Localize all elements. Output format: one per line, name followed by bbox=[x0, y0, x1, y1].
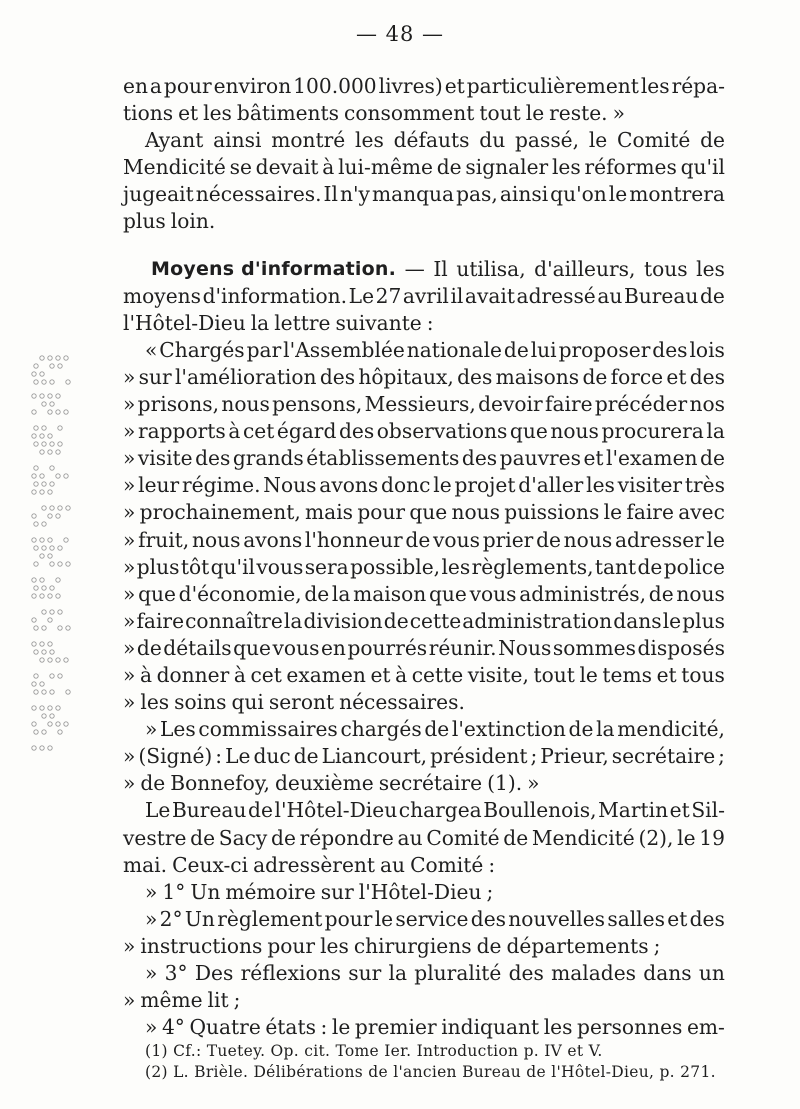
footnote-1: (1) Cf.: Tuetey. Op. cit. Tome Ier. Introduction p. IV et V. bbox=[145, 1042, 603, 1060]
perforation-stamp bbox=[30, 350, 72, 760]
text-line: jugeait nécessaires. Il n'y manqua pas, ainsi qu'on le montrera bbox=[123, 182, 725, 207]
text-line: » que d'économie, de la maison que vous administrés, de nous bbox=[123, 581, 725, 606]
text-line: » sur l'amélioration des hôpitaux, des maisons de force et des bbox=[123, 364, 725, 389]
perforation-stamp-image bbox=[30, 350, 72, 760]
text-line: » même lit ; bbox=[123, 988, 241, 1013]
text-line: » visite des grands établissements des pauvres et l'examen de bbox=[123, 446, 725, 471]
text-line: » 2° Un règlement pour le service des nouvelles salles et des bbox=[145, 906, 725, 931]
text-line: » prisons, nous pensons, Messieurs, devoir faire précéder nos bbox=[123, 392, 725, 417]
text-line: Le Bureau de l'Hôtel-Dieu chargea Boullenois, Martin et Sil- bbox=[145, 798, 725, 823]
footnote-2: (2) L. Brièle. Délibérations de l'ancien Bureau de l'Hôtel-Dieu, p. 271. bbox=[145, 1063, 716, 1081]
body-text bbox=[123, 73, 725, 1041]
section-heading: Moyens d'information. bbox=[151, 257, 397, 280]
page-number: — 48 — bbox=[355, 22, 445, 46]
text-line: » instructions pour les chirurgiens de départements ; bbox=[123, 933, 661, 958]
text-line: moyens d'information. Le 27 avril il avait adressé au Bureau de bbox=[123, 283, 725, 308]
text-line: vestre de Sacy de répondre au Comité de Mendicité (2), le 19 bbox=[123, 825, 725, 850]
text-line: tions et les bâtiments consomment tout le reste. » bbox=[123, 101, 625, 126]
text-line: » 1° Un mémoire sur l'Hôtel-Dieu ; bbox=[145, 879, 494, 904]
text-line: » 4° Quatre états : le premier indiquant les personnes em- bbox=[145, 1015, 725, 1040]
text-line: » de détails que vous en pourrés réunir. Nous sommes disposés bbox=[123, 635, 725, 660]
text-line: plus loin. bbox=[123, 209, 216, 234]
text-line: » prochainement, mais pour que nous puissions le faire avec bbox=[123, 500, 725, 525]
text-line: » plus tôt qu'il vous sera possible, les règlements, tant de police bbox=[123, 554, 725, 579]
text-line: » leur régime. Nous avons donc le projet d'aller les visiter très bbox=[123, 473, 725, 498]
text-line: » (Signé) : Le duc de Liancourt, président ; Prieur, secrétaire ; bbox=[123, 744, 725, 769]
text-line: » 3° Des réflexions sur la pluralité des malades dans un bbox=[145, 961, 725, 985]
text-line: » fruit, nous avons l'honneur de vous prier de nous adresser le bbox=[123, 527, 725, 552]
text-line: » faire connaître la division de cette administration dans le plus bbox=[123, 608, 725, 633]
text-line: » les soins qui seront nécessaires. bbox=[123, 690, 465, 715]
text-line: mai. Ceux-ci adressèrent au Comité : bbox=[123, 852, 496, 877]
paragraph-gap bbox=[123, 236, 725, 256]
text-line: » Les commissaires chargés de l'extinction de la mendicité, bbox=[145, 717, 725, 742]
footnotes bbox=[145, 1041, 725, 1083]
text-line: « Chargés par l'Assemblée nationale de lui proposer des lois bbox=[145, 337, 725, 362]
text-line: l'Hôtel-Dieu la lettre suivante : bbox=[123, 310, 434, 335]
text-line: Moyens d'information. — Il utilisa, d'ailleurs, tous les bbox=[123, 256, 725, 283]
text-line: » à donner à cet examen et à cette visite, tout le tems et tous bbox=[123, 662, 725, 687]
text-line: Mendicité se devait à lui-même de signaler les réformes qu'il bbox=[123, 155, 725, 180]
text-line: en a pour environ 100.000 livres) et particulièrement les répa- bbox=[123, 74, 725, 98]
text-line: » rapports à cet égard des observations que nous procurera la bbox=[123, 419, 725, 444]
text-line: Ayant ainsi montré les défauts du passé, le Comité de bbox=[145, 128, 725, 153]
text-line: » de Bonnefoy, deuxième secrétaire (1). » bbox=[123, 771, 540, 796]
